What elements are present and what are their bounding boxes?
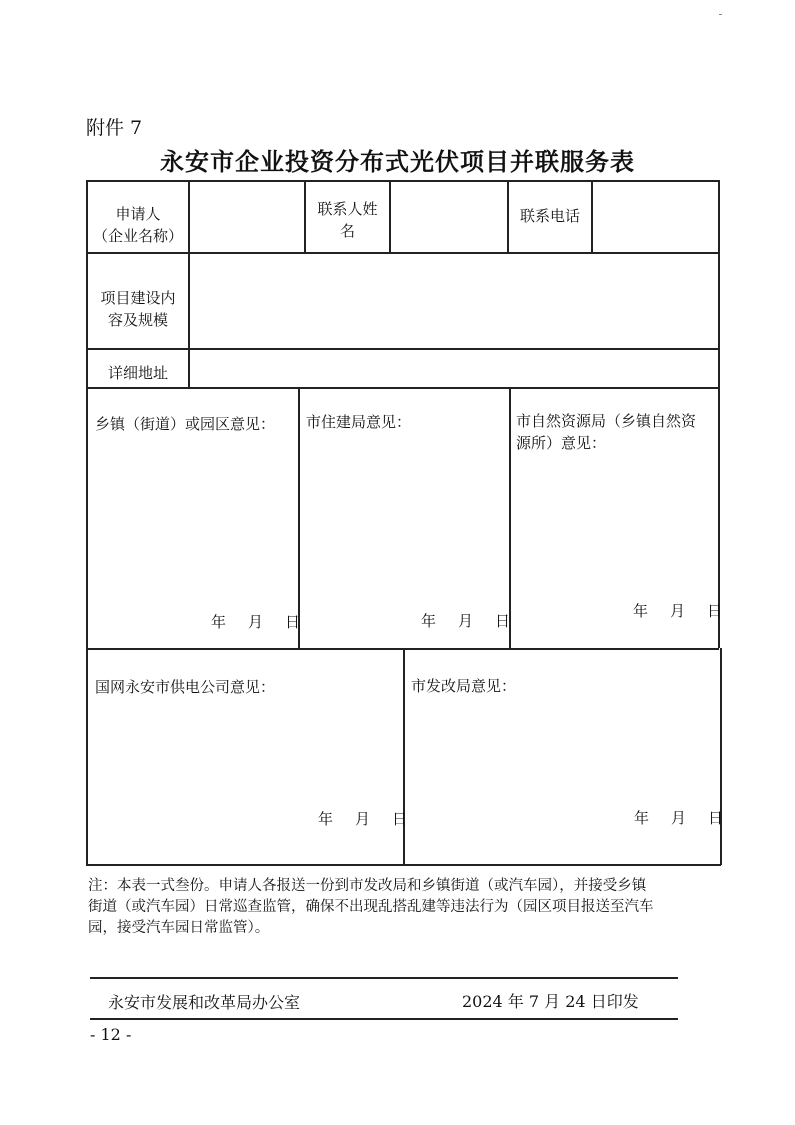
contact-phone-label: 联系电话 xyxy=(519,207,580,225)
document-title: 永安市企业投资分布式光伏项目并联服务表 xyxy=(160,147,635,176)
address-field[interactable] xyxy=(190,350,718,387)
contact-name-label-line: 联系人姓 xyxy=(317,200,378,218)
date-month: 月 xyxy=(670,602,686,620)
attachment-label: 附件 7 xyxy=(86,117,143,139)
table-border-left xyxy=(86,180,88,865)
township-opinion-label: 乡镇（街道）或园区意见： xyxy=(95,415,276,433)
contact-name-field[interactable] xyxy=(391,182,507,252)
housing-bureau-opinion-label: 市住建局意见： xyxy=(306,413,412,431)
table-rule xyxy=(298,387,300,648)
project-scope-label-line: 容及规模 xyxy=(107,311,168,329)
contact-name-label-line: 名 xyxy=(339,222,355,240)
date-day: 日 xyxy=(708,809,724,827)
applicant-name-field[interactable] xyxy=(190,182,304,252)
date-year: 年 xyxy=(421,612,437,630)
ndrc-opinion-date xyxy=(634,807,723,828)
note-line: 园，接受汽车园日常监管）。 xyxy=(88,920,270,936)
grid-company-opinion-label: 国网永安市供电公司意见： xyxy=(95,678,276,696)
applicant-label xyxy=(88,203,188,247)
contact-name-label xyxy=(306,198,389,242)
date-day: 日 xyxy=(392,810,408,828)
footer-rule-top xyxy=(90,977,678,979)
page-number: - 12 - xyxy=(90,1025,132,1044)
applicant-label-line: 申请人 xyxy=(115,205,161,223)
date-month: 月 xyxy=(355,810,371,828)
table-rule xyxy=(403,648,405,864)
scan-mark xyxy=(719,14,722,15)
issuer-name: 永安市发展和改革局办公室 xyxy=(108,993,301,1012)
applicant-label-line: （企业名称） xyxy=(92,227,183,245)
issue-date: 2024 年 7 月 24 日印发 xyxy=(462,992,639,1011)
ndrc-opinion-label: 市发改局意见： xyxy=(411,677,517,695)
township-opinion-date xyxy=(211,611,300,632)
natural-resources-opinion-label xyxy=(516,410,716,454)
date-month: 月 xyxy=(248,613,264,631)
note-line: 街道（或汽车园）日常巡查监管，确保不出现乱搭乱建等违法行为（园区项目报送至汽车 xyxy=(88,899,654,915)
table-rule xyxy=(86,387,719,389)
date-day: 日 xyxy=(285,613,301,631)
date-year: 年 xyxy=(318,810,334,828)
contact-phone-field[interactable] xyxy=(593,182,718,252)
housing-bureau-opinion-date xyxy=(421,610,510,631)
table-border-bottom xyxy=(86,864,721,866)
date-month: 月 xyxy=(458,612,474,630)
grid-company-opinion-date xyxy=(318,808,407,829)
form-note xyxy=(88,876,720,939)
project-scope-field[interactable] xyxy=(190,254,718,348)
date-day: 日 xyxy=(707,602,723,620)
date-year: 年 xyxy=(633,602,649,620)
natural-resources-opinion-line: 市自然资源局（乡镇自然资 xyxy=(516,412,697,430)
natural-resources-opinion-date xyxy=(633,600,722,621)
date-day: 日 xyxy=(495,612,511,630)
date-year: 年 xyxy=(634,809,650,827)
address-label: 详细地址 xyxy=(107,364,168,382)
date-year: 年 xyxy=(211,613,227,631)
table-border-right xyxy=(720,648,722,865)
project-scope-label-line: 项目建设内 xyxy=(100,289,176,307)
table-rule xyxy=(509,387,511,648)
project-scope-label xyxy=(88,287,188,331)
footer-rule-bottom xyxy=(90,1018,678,1020)
natural-resources-opinion-line: 源所）意见： xyxy=(516,434,607,452)
note-line: 注：本表一式叁份。申请人各报送一份到市发改局和乡镇街道（或汽车园），并接受乡镇 xyxy=(88,878,647,894)
date-month: 月 xyxy=(671,809,687,827)
table-border-right xyxy=(718,180,720,648)
